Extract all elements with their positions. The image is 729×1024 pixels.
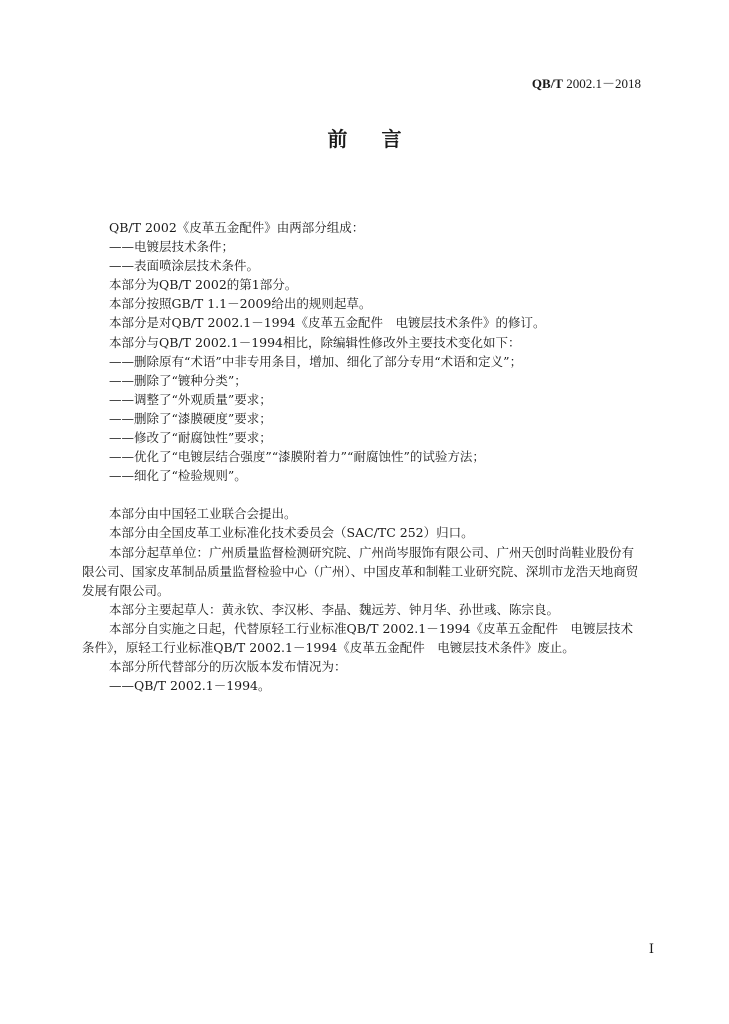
body-line: 本部分按照GB/T 1.1－2009给出的规则起草。 [109,296,372,312]
drafting-units-paragraph: 本部分起草单位：广州质量监督检测研究院、广州尚岑服饰有限公司、广州天创时尚鞋业股份有限公司、国家皮革制品质量监督检验中心（广州）、中国皮革和制鞋工业研究院、深圳市龙浩天地商贸发展有限公司。 [82,544,639,598]
body-line: 本部分所代替部分的历次版本发布情况为： [109,659,347,675]
replacement-paragraph: 本部分自实施之日起，代替原轻工行业标准QB/T 2002.1－1994《皮革五金配件 电镀层技术条件》，原轻工行业标准QB/T 2002.1－1994《皮革五金配件 电镀层技术条件》废止。 [82,620,634,655]
list-item: ——QB/T 2002.1－1994。 [109,678,271,694]
drafters-line: 本部分主要起草人：黄永钦、李汉彬、李晶、魏远芳、钟月华、孙世彧、陈宗良。 [109,601,560,617]
body-line: 本部分由全国皮革工业标准化技术委员会（SAC/TC 252）归口。 [109,525,474,541]
list-item: ——表面喷涂层技术条件。 [109,258,260,274]
list-item: ——修改了“耐腐蚀性”要求； [109,430,272,446]
standard-prefix: QB/T [531,76,563,91]
body-line: 本部分为QB/T 2002的第1部分。 [109,277,298,293]
list-item: ——删除了“漆膜硬度”要求； [109,410,272,426]
list-item: ——优化了“电镀层结合强度”“漆膜附着力”“耐腐蚀性”的试验方法； [109,449,485,465]
list-item: ——删除原有“术语”中非专用条目，增加、细化了部分专用“术语和定义”； [109,353,523,369]
page-title: 前言 [327,127,436,151]
standard-code [532,73,641,92]
spacer [109,485,645,504]
list-item: ——调整了“外观质量”要求； [109,391,272,407]
body-line: 本部分由中国轻工业联合会提出。 [109,506,297,522]
foreword-body [82,218,645,695]
body-line: QB/T 2002《皮革五金配件》由两部分组成： [109,220,365,235]
standard-number: 2002.1－2018 [562,76,641,91]
body-line: 本部分与QB/T 2002.1－1994相比，除编辑性修改外主要技术变化如下： [109,334,521,350]
body-line: 本部分是对QB/T 2002.1－1994《皮革五金配件 电镀层技术条件》的修订。 [109,315,546,331]
list-item: ——删除了“镀种分类”； [109,372,247,388]
list-item: ——电镀层技术条件； [109,239,235,255]
list-item: ——细化了“检验规则”。 [109,468,247,484]
page-number: I [648,942,654,957]
